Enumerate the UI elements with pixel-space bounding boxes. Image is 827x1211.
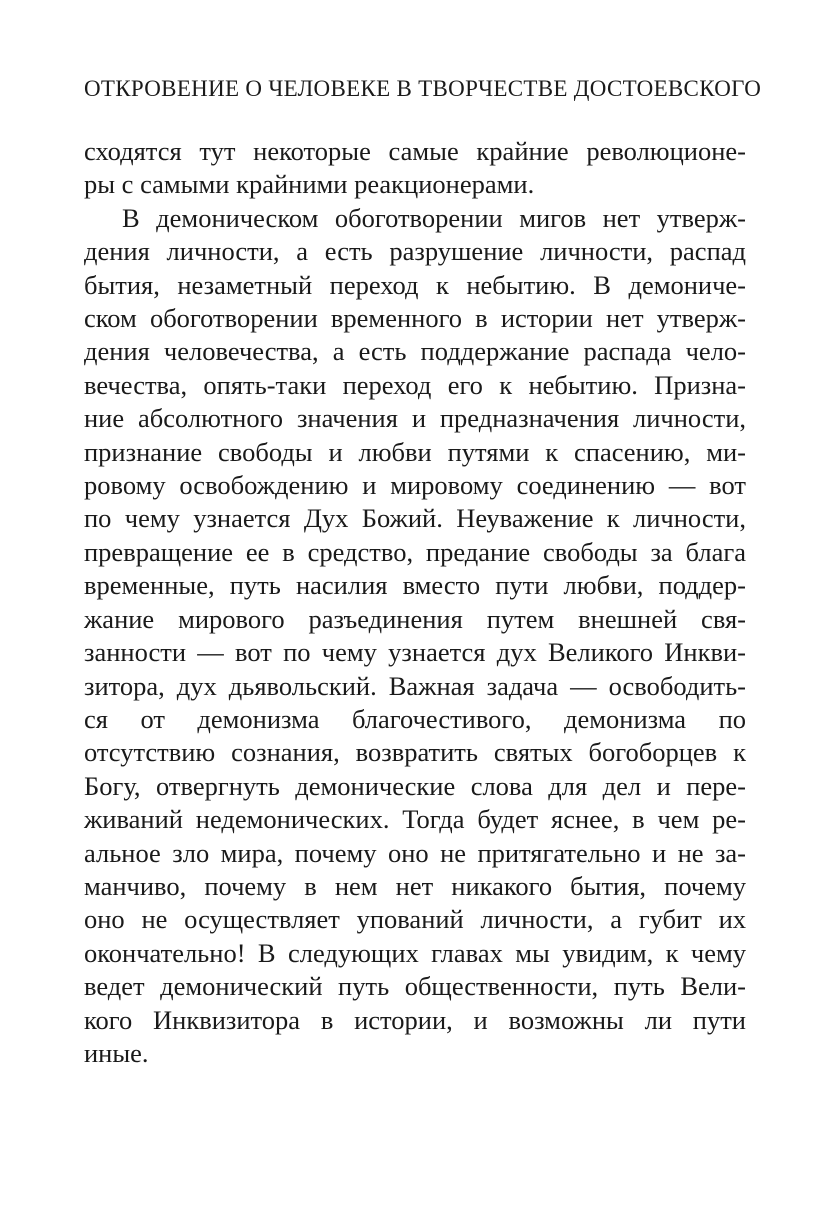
text-line: отсутствию сознания, возвратить святых богоборцев к <box>84 737 746 768</box>
text-line: В демоническом обоготворении мигов нет утверж- <box>122 202 746 233</box>
text-line: занности — вот по чему узнается дух Великого Инкви- <box>84 637 746 668</box>
running-header: ОТКРОВЕНИЕ О ЧЕЛОВЕКЕ В ТВОРЧЕСТВЕ ДОСТОЕВСКОГО <box>84 76 762 101</box>
text-line: ском обоготворении временного в истории нет утверж- <box>84 303 746 334</box>
text-line: по чему узнается Дух Божий. Неуважение к личности, <box>84 503 746 534</box>
text-line: ние абсолютного значения и предназначения личности, <box>84 403 746 434</box>
text-line: временные, путь насилия вместо пути любви, поддер- <box>84 570 746 601</box>
text-line: живаний недемонических. Тогда будет яснее, в чем ре- <box>84 804 746 835</box>
text-line: ся от демонизма благочестивого, демонизма по <box>84 703 746 734</box>
paragraph-1 <box>84 135 746 202</box>
text-line: вечества, опять-таки переход его к небытию. Призна- <box>84 369 746 400</box>
text-line: манчиво, почему в нем нет никакого бытия, почему <box>84 870 746 901</box>
text-line: альное зло мира, почему оно не притягательно и не за- <box>84 837 746 868</box>
text-line: бытия, незаметный переход к небытию. В демониче- <box>84 269 746 300</box>
text-line: зитора, дух дьявольский. Важная задача — освободить- <box>84 670 746 701</box>
text-line: ровому освобождению и мировому соединению — вот <box>84 470 746 501</box>
body-text <box>84 135 746 1070</box>
text-line: ведет демонический путь общественности, путь Вели- <box>84 971 746 1002</box>
text-line: оно не осуществляет упований личности, а губит их <box>84 904 746 935</box>
text-line: дения личности, а есть разрушение личности, распад <box>84 236 746 267</box>
paragraph-2 <box>84 202 746 1071</box>
text-line: кого Инквизитора в истории, и возможны ли пути <box>84 1004 746 1035</box>
text-line: иные. <box>84 1037 149 1068</box>
text-line: дения человечества, а есть поддержание распада чело- <box>84 336 746 367</box>
text-line: ры с самыми крайними реакционерами. <box>84 169 535 200</box>
text-line: признание свободы и любви путями к спасению, ми- <box>84 436 746 467</box>
text-line: Богу, отвергнуть демонические слова для дел и пере- <box>84 770 746 801</box>
text-line: превращение ее в средство, предание свободы за блага <box>84 536 746 567</box>
text-line: окончательно! В следующих главах мы увидим, к чему <box>84 937 746 968</box>
text-line: сходятся тут некоторые самые крайние революционе- <box>84 136 746 166</box>
text-line: жание мирового разъединения путем внешней свя- <box>84 603 746 634</box>
